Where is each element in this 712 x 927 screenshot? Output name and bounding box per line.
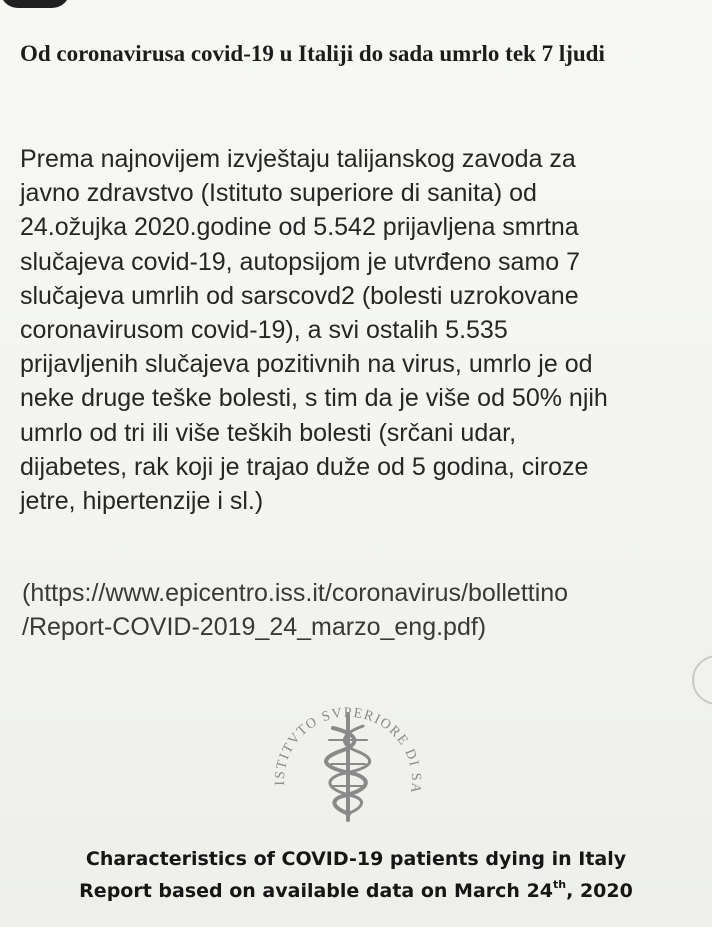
source-link-line: /Report-COVID-2019_24_marzo_eng.pdf)	[22, 613, 487, 641]
right-edge-arc	[692, 655, 712, 705]
body-line: Prema najnovijem izvještaju talijanskog zavoda za	[20, 145, 576, 173]
report-date-prefix: Report based on available data on March 24	[79, 880, 554, 902]
body-line: umrlo od tri ili više teških bolesti (srčani udar,	[20, 418, 517, 447]
iss-seal-icon	[263, 680, 433, 830]
report-title-line: Characteristics of COVID-19 patients dying in Italy	[85, 848, 627, 870]
body-line: prijavljenih slučajeva pozitivnih na virus, umrlo je od	[20, 350, 593, 379]
body-line: 24.ožujka 2020.godine od 5.542 prijavljena smrtna	[20, 213, 579, 242]
report-date-line	[0, 875, 712, 907]
body-line: coronavirusom covid-19), a svi ostalih 5.535	[20, 316, 508, 345]
body-line: dijabetes, rak koji je trajao duže od 5 godina, ciroze	[20, 452, 589, 481]
report-date-ordinal: th	[553, 877, 567, 891]
source-link[interactable]	[22, 576, 702, 644]
report-caption	[0, 843, 712, 907]
body-line: jetre, hipertenzije i sl.)	[20, 487, 264, 516]
article-body	[20, 142, 700, 518]
top-edge-shape	[0, 0, 70, 8]
body-line: slučajeva covid-19, autopsijom je utvrđeno samo 7	[20, 247, 581, 276]
body-line: javno zdravstvo (Istituto superiore di sanita) od	[20, 179, 537, 208]
body-line: slučajeva umrlih od sarscovd2 (bolesti uzrokovane	[20, 281, 579, 310]
report-date-suffix: , 2020	[566, 880, 633, 902]
body-line: neke druge teške bolesti, s tim da je više od 50% njih	[20, 384, 608, 413]
svg-text:ISTITVTO SVPERIORE DI SANITÀ: ISTITVTO SVPERIORE DI SA	[272, 705, 424, 796]
article-title: Od coronavirusa covid-19 u Italiji do sada umrlo tek 7 ljudi	[20, 41, 605, 66]
iss-seal-logo	[263, 680, 433, 830]
source-link-line: (https://www.epicentro.iss.it/coronavirus/bollettino	[22, 579, 569, 607]
